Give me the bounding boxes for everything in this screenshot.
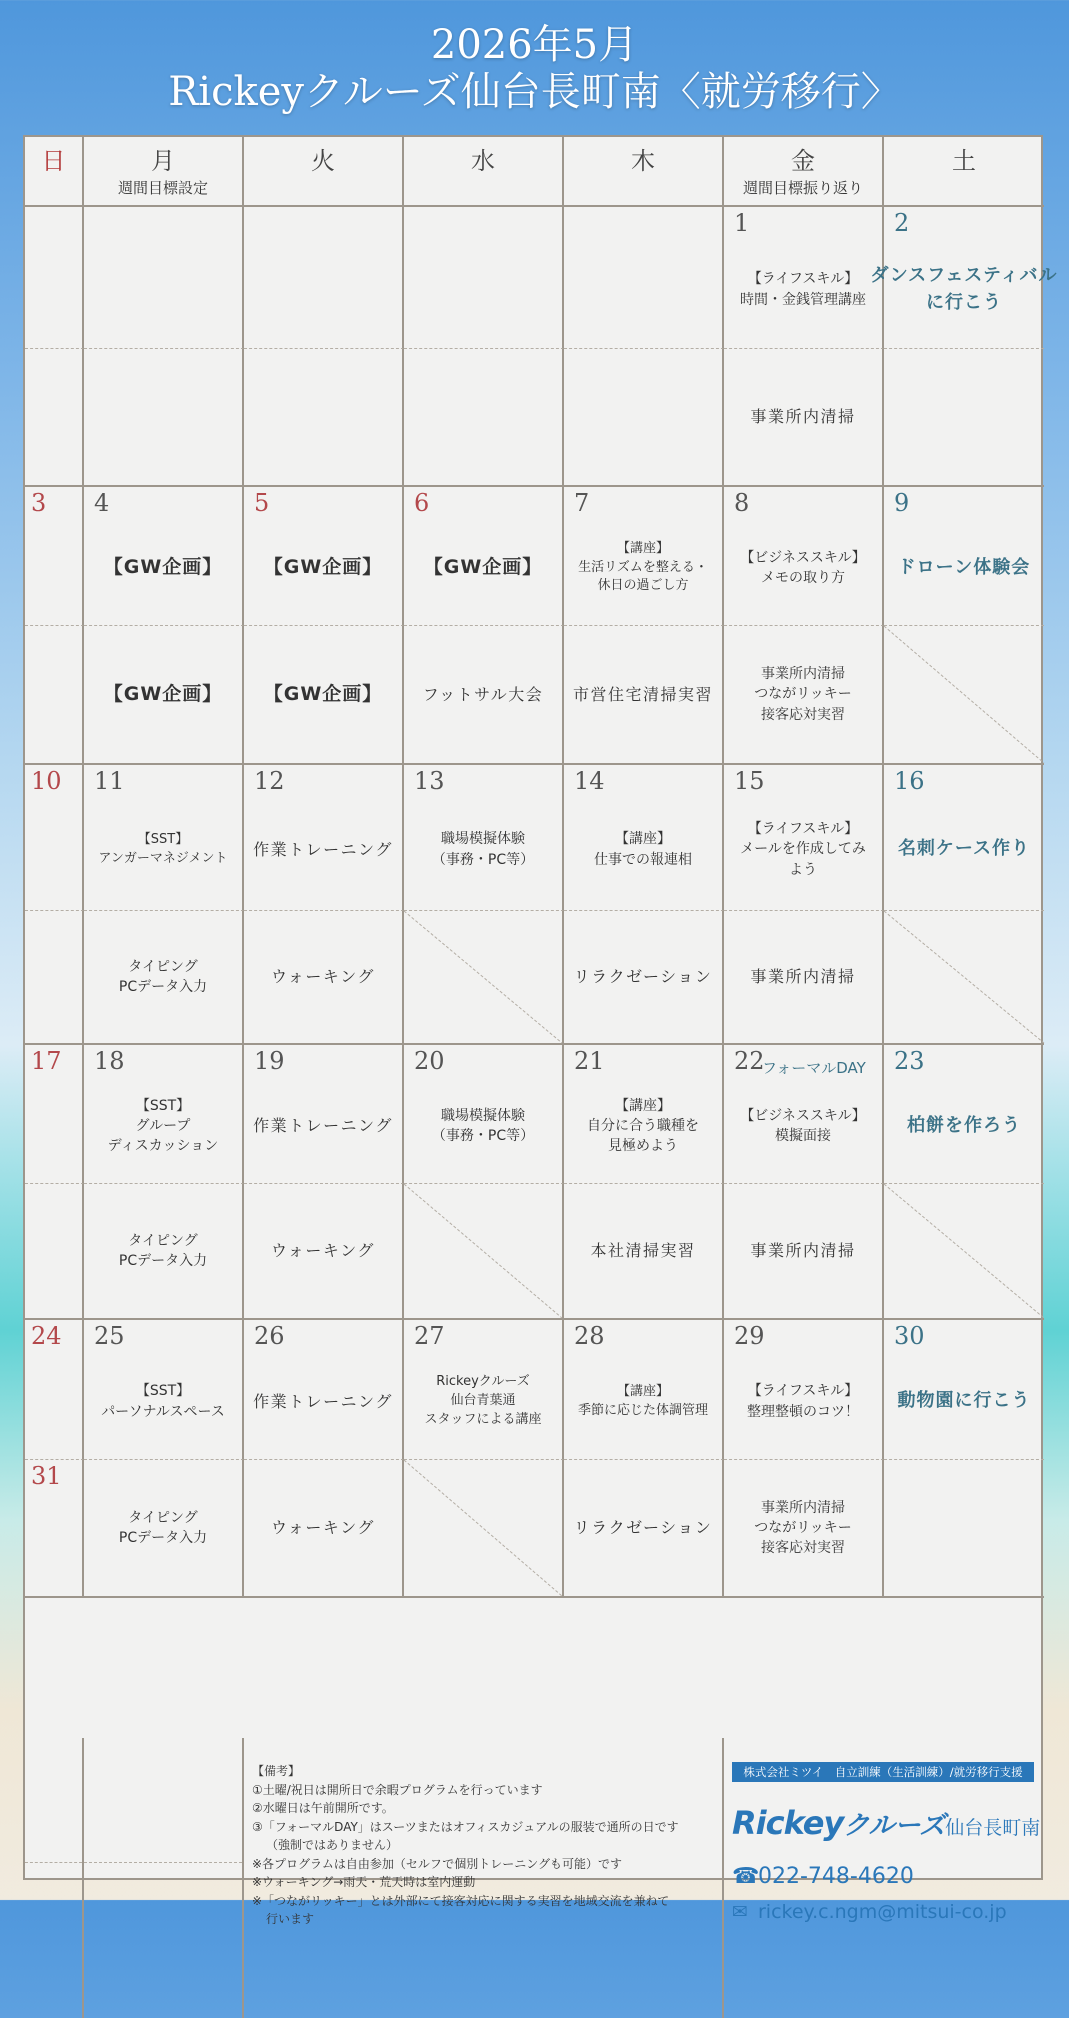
day-cell-pm [724,626,884,765]
event-am [870,207,1058,348]
event-line: タイピング [128,1232,198,1249]
email-row [732,1901,1034,1923]
formal-day-label: フォーマルDAY [762,1059,866,1077]
note-line: 行います [266,1912,315,1926]
day-cell-am [25,487,84,626]
event-am [404,765,562,910]
day-cell-am [884,487,1044,626]
event-line: PCデータ入力 [118,1253,208,1269]
day-cell-am [884,1045,1044,1184]
event-line: 【ビジネススキル】 [740,549,866,566]
note-line: ※各プログラムは自由参加（セルフで個別トレーニングも可能）です [252,1856,623,1871]
date-number: 11 [94,767,125,795]
event-am [244,765,402,910]
day-cell-am [244,487,404,626]
weekday-name: 木 [631,147,655,175]
day-cell-am [564,207,724,349]
weekday-header [564,137,724,207]
weekday-subtitle: 週間目標振り返り [742,179,863,197]
day-cell-am [25,1045,84,1184]
date-number: 20 [414,1047,445,1075]
day-cell-pm [404,1184,564,1320]
event-line: 名刺ケース作り [897,838,1031,860]
company-logo [732,1804,1041,1842]
day-cell-pm [84,1460,244,1598]
day-cell-pm [564,626,724,765]
event-line: 【SST】 [135,1097,191,1114]
day-cell-pm [564,911,724,1045]
date-number: 17 [31,1047,62,1075]
date-number: 25 [94,1322,125,1350]
day-cell-pm [404,911,564,1045]
event-line: スタッフによる講座 [424,1411,542,1427]
day-cell-am [884,765,1044,911]
event-pm [564,626,722,763]
day-cell-am [884,1320,1044,1460]
event-pm [564,1184,722,1318]
day-cell-pm [884,911,1044,1045]
event-am [564,1045,722,1183]
event-am [724,1045,882,1183]
event-am [564,765,722,910]
event-am [724,1320,882,1459]
event-line: 【講座】 [616,1383,669,1399]
day-cell-pm [25,349,84,487]
day-cell-am [564,1320,724,1460]
day-cell-am [244,1320,404,1460]
date-number: 12 [254,767,285,795]
day-cell-pm [244,1184,404,1320]
event-line: 事業所内清掃 [750,967,856,987]
weekday-header [84,137,244,207]
date-number: 26 [254,1322,285,1350]
day-cell-am [244,207,404,349]
event-line: 柏餅を作ろう [907,1114,1021,1136]
event-line: つながリッキー [754,1519,852,1536]
day-cell-am [564,1045,724,1184]
event-line: ディスカッション [107,1138,219,1155]
event-line: ウォーキング [271,1241,375,1261]
weekday-name: 火 [311,147,335,175]
email-address[interactable]: rickey.c.ngm@mitsui-co.jp [758,1901,1007,1923]
event-line: 時間・金銭管理講座 [740,291,866,308]
day-cell-am [25,765,84,911]
calendar-grid [23,135,1058,1926]
logo-place: 仙台長町南 [945,1817,1041,1839]
event-pm [404,626,562,763]
event-line: 本社清掃実習 [590,1241,696,1261]
day-cell-pm [244,911,404,1045]
event-line: ドローン体験会 [897,556,1031,578]
date-number: 2 [894,209,910,237]
event-line: 【GW企画】 [103,556,223,579]
event-line: パーソナルスペース [101,1403,225,1420]
day-cell-am [724,1320,884,1460]
note-line: ※ウォーキング→雨天・荒天時は室内運動 [252,1875,476,1889]
event-line: 作業トレーニング [253,1116,393,1136]
day-cell-am [84,207,244,349]
date-number: 7 [574,489,590,517]
phone-number[interactable]: 022-748-4620 [758,1864,914,1889]
day-cell-pm [25,911,84,1045]
event-line: つながリッキー [754,686,852,703]
day-cell-am [244,765,404,911]
date-number: 28 [574,1322,605,1350]
date-number: 14 [574,767,605,795]
event-line: アンガーマネジメント [98,850,228,866]
event-line: 市営住宅清掃実習 [572,684,713,704]
event-pm [84,1184,242,1318]
page-title [0,22,1069,116]
weekday-name: 日 [41,147,66,175]
day-cell-pm [724,911,884,1045]
event-line: （事務・PC等） [431,1128,535,1144]
event-pm [724,1184,882,1318]
day-cell-pm [84,911,244,1045]
day-cell-pm [25,626,84,765]
event-line: （事務・PC等） [431,851,535,868]
day-cell-am [404,487,564,626]
note-line: （強制ではありません） [266,1838,399,1852]
footer-empty-mon [84,1738,244,2018]
event-line: 作業トレーニング [253,1391,393,1411]
closed-slash [404,1460,562,1596]
event-line: リラクゼーション [573,967,713,987]
event-line: 【ビジネススキル】 [740,1107,866,1124]
event-line: Rickeyクルーズ [436,1374,530,1390]
event-line: 【講座】 [615,1097,671,1114]
day-cell-pm [84,1184,244,1320]
weekday-name: 土 [952,147,976,175]
closed-slash [404,911,562,1043]
day-cell-pm [884,626,1044,765]
weekday-name: 金 [791,147,815,175]
day-cell-pm [724,1460,884,1598]
event-line: 【講座】 [615,831,671,848]
event-pm [84,626,242,763]
date-number: 8 [734,489,750,517]
weekday-header [244,137,404,207]
event-line: ウォーキング [271,1518,375,1538]
day-cell-pm [25,1184,84,1320]
date-number: 10 [31,767,62,795]
day-cell-am [404,1045,564,1184]
event-pm [244,1460,402,1596]
event-am [884,487,1044,625]
event-line: 自分に合う職種を [587,1117,699,1134]
date-number: 30 [894,1322,925,1350]
event-line: PCデータ入力 [118,1530,208,1546]
footer-empty-sun [25,1738,84,2018]
day-cell-pm [25,1460,84,1598]
date-number: 18 [94,1047,125,1075]
day-cell-pm [244,1460,404,1598]
event-line: ダンスフェスティバル [870,265,1058,287]
event-line: よう [789,861,817,878]
event-pm [724,911,882,1043]
day-cell-pm [244,349,404,487]
day-cell-pm [244,626,404,765]
date-number: 29 [734,1322,765,1350]
event-am [404,1320,562,1459]
date-number: 1 [734,209,750,237]
event-line: PCデータ入力 [118,979,208,995]
weekday-header [25,137,84,207]
phone-icon: ☎ [732,1864,760,1889]
event-line: 仕事での報連相 [594,851,692,868]
day-cell-am [724,1045,884,1184]
event-line: 季節に応じた体調管理 [577,1402,708,1418]
closed-slash [404,1184,562,1318]
day-cell-pm [564,349,724,487]
event-line: メールを作成してみ [740,841,866,858]
date-number: 24 [31,1322,62,1350]
event-line: リラクゼーション [573,1518,713,1538]
event-am [244,1320,402,1459]
event-line: フットサル大会 [422,684,544,704]
date-number: 3 [31,489,47,517]
date-number: 5 [254,489,270,517]
note-line: ③「フォーマルDAY」はスーツまたはオフィスカジュアルの服装で通所の日です [252,1819,679,1834]
event-am [724,207,882,348]
day-cell-am [724,765,884,911]
date-number: 31 [31,1462,62,1490]
footer-divider [84,1862,242,1863]
event-line: 【SST】 [135,1383,191,1400]
event-line: 職場模擬体験 [441,831,525,848]
note-line: 【備考】 [252,1764,301,1778]
date-number: 6 [414,489,430,517]
day-cell-am [84,1320,244,1460]
event-line: 事業所内清掃 [750,1241,856,1261]
event-pm [84,911,242,1043]
event-line: 【講座】 [616,540,669,556]
event-line: 【GW企画】 [103,682,223,705]
mail-icon: ✉ [732,1901,748,1923]
weekday-name: 月 [151,147,175,175]
day-cell-pm [84,626,244,765]
event-line: 【GW企画】 [263,556,383,579]
weekday-header [724,137,884,207]
event-line: に行こう [926,291,1002,313]
event-line: 見極めよう [608,1138,678,1155]
date-number: 23 [894,1047,925,1075]
event-am [84,487,242,625]
weekday-subtitle: 週間目標設定 [117,179,208,197]
title-office: Rickeyクルーズ仙台長町南〈就労移行〉 [168,69,901,115]
event-am [404,1045,562,1183]
date-number: 4 [94,489,110,517]
event-am [404,487,562,625]
event-pm [84,1460,242,1596]
logo-cruise: クルーズ [843,1811,946,1841]
day-cell-am [404,765,564,911]
event-line: 仙台青葉通 [450,1393,516,1409]
notes-box [244,1738,724,2018]
date-number: 15 [734,767,765,795]
day-cell-am [564,765,724,911]
event-am [84,765,242,910]
event-am [84,1045,242,1183]
event-am [884,1045,1044,1183]
day-cell-pm [884,1184,1044,1320]
note-line: ※「つながリッキー」とは外部にて接客対応に関する実習を地域交流を兼ねて [252,1893,670,1908]
day-cell-am [25,207,84,349]
event-am [564,487,722,625]
day-cell-pm [564,1460,724,1598]
event-pm [724,1460,882,1596]
event-line: 接客応対実習 [761,1540,845,1557]
title-month: 2026年5月 [430,22,639,68]
event-am [244,1045,402,1183]
event-line: 【ライフスキル】 [747,821,859,838]
day-cell-am [564,487,724,626]
event-line: 事業所内清掃 [761,666,845,683]
event-pm [724,626,882,763]
weekday-header [404,137,564,207]
event-am [884,1320,1044,1459]
company-banner: 株式会社ミツイ 自立訓練（生活訓練）/就労移行支援 [732,1762,1034,1782]
event-am [84,1320,242,1459]
note-line: ①土曜/祝日は開所日で余暇プログラムを行っています [252,1782,543,1797]
date-number: 21 [574,1047,605,1075]
day-cell-pm [884,1460,1044,1598]
weekday-name: 水 [471,147,495,175]
event-line: 模擬面接 [775,1128,831,1144]
event-am [244,487,402,625]
day-cell-am [84,487,244,626]
day-cell-pm [724,349,884,487]
event-pm [244,1184,402,1318]
event-am [724,487,882,625]
day-cell-am [404,1320,564,1460]
event-am [564,1320,722,1459]
event-am [884,765,1044,910]
event-line: 職場模擬体験 [441,1107,525,1124]
day-cell-am [84,765,244,911]
event-pm [564,1460,722,1596]
event-pm [244,911,402,1043]
day-cell-pm [404,1460,564,1598]
day-cell-pm [84,349,244,487]
event-pm [244,626,402,763]
day-cell-pm [724,1184,884,1320]
footer-divider [25,1862,82,1863]
event-line: 【ライフスキル】 [747,1383,859,1400]
day-cell-am [84,1045,244,1184]
event-line: 整理整頓のコツ！ [747,1403,859,1420]
date-number: 9 [894,489,910,517]
event-am [724,765,882,910]
event-line: 生活リズムを整える・ [578,559,708,575]
day-cell-pm [404,626,564,765]
event-pm [564,911,722,1043]
event-line: 接客応対実習 [761,706,845,723]
day-cell-am [404,207,564,349]
event-line: 事業所内清掃 [761,1499,845,1516]
event-line: 休日の過ごし方 [597,578,689,594]
date-number: 13 [414,767,445,795]
event-line: タイピング [128,958,198,975]
day-cell-am [724,207,884,349]
date-number: 16 [894,767,925,795]
event-line: 作業トレーニング [253,839,393,859]
date-number: 22 [734,1047,765,1075]
date-number: 19 [254,1047,285,1075]
day-cell-pm [404,349,564,487]
event-pm [724,349,882,485]
event-line: ウォーキング [271,967,375,987]
event-line: 【GW企画】 [263,682,383,705]
day-cell-pm [564,1184,724,1320]
event-line: 動物園に行こう [897,1390,1031,1412]
day-cell-am [244,1045,404,1184]
logo-rickey: Rickey [732,1804,844,1842]
closed-slash [884,1184,1044,1318]
event-line: 【GW企画】 [423,556,543,579]
day-cell-am [25,1320,84,1460]
note-line: ②水曜日は午前開所です。 [252,1801,394,1815]
date-number: 27 [414,1322,445,1350]
event-line: 事業所内清掃 [750,407,856,427]
company-box [724,1738,1044,2018]
event-line: タイピング [128,1509,198,1526]
phone-row [732,1864,1034,1889]
event-line: 【SST】 [137,831,189,847]
closed-slash [884,626,1044,763]
event-line: 【ライフスキル】 [747,271,859,288]
day-cell-am [724,487,884,626]
event-line: メモの取り方 [761,570,845,586]
event-line: グループ [135,1117,191,1134]
day-cell-pm [884,349,1044,487]
weekday-header [884,137,1044,207]
day-cell-am [870,207,1058,349]
closed-slash [884,911,1044,1043]
